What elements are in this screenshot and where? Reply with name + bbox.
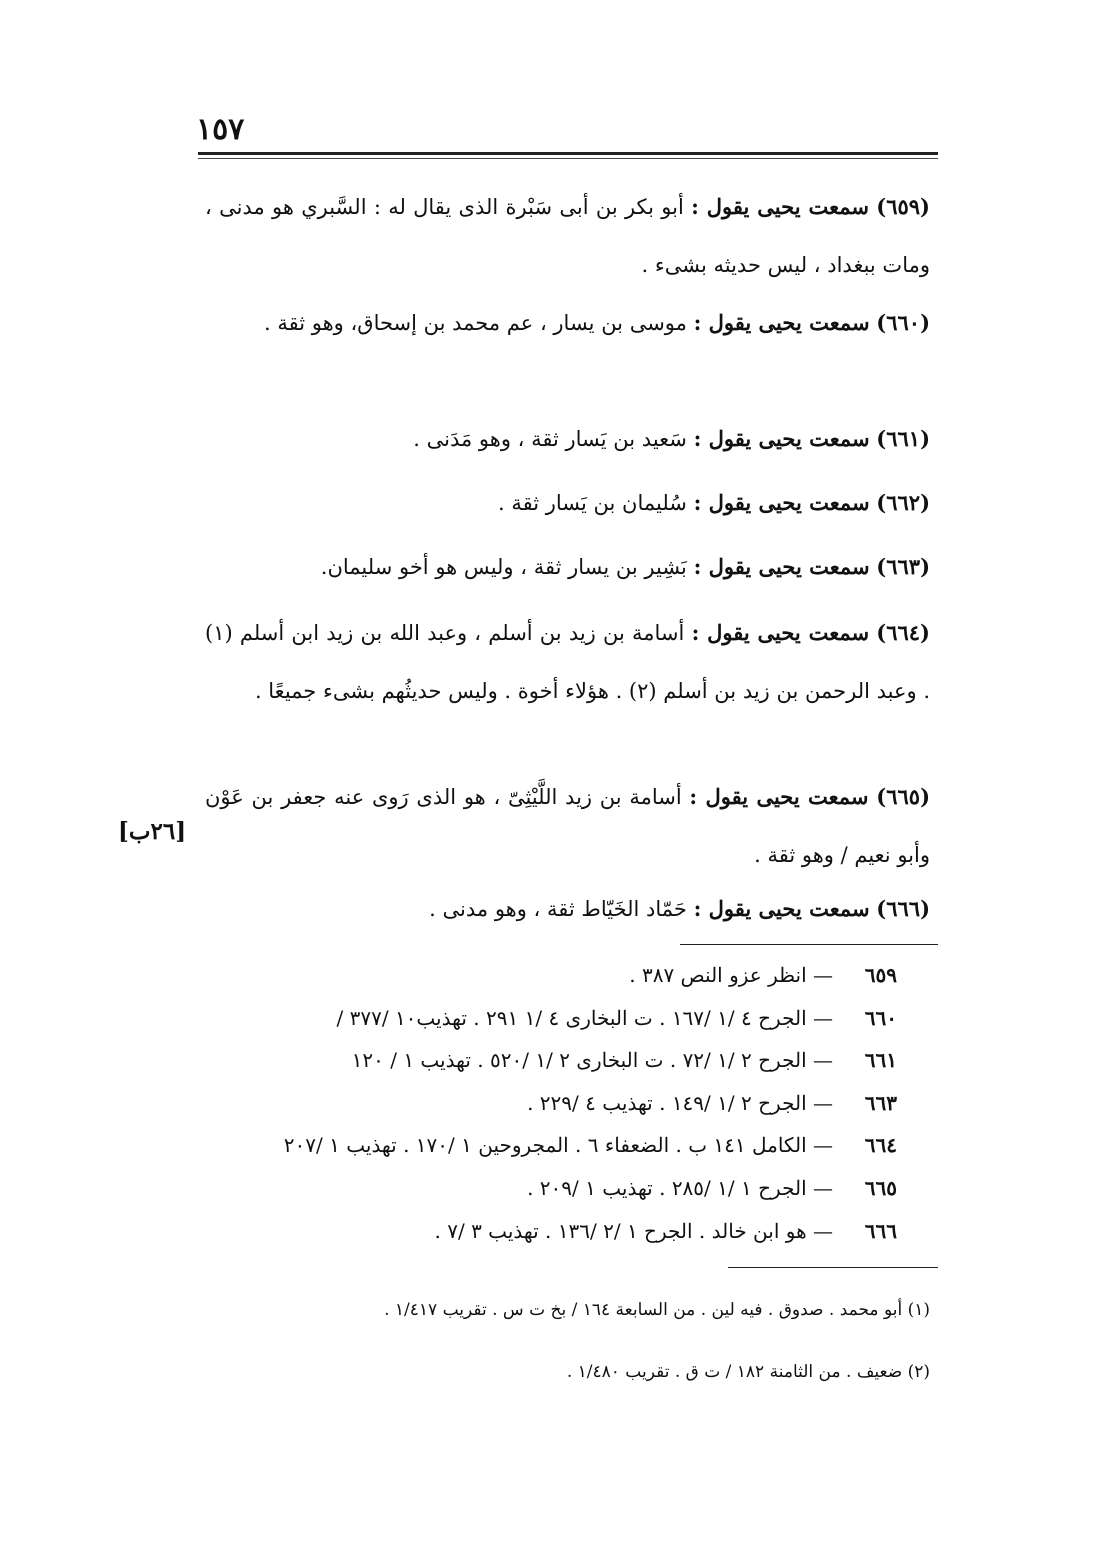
source-text: — الجرح ٢ /١ /٧٢ . ت البخارى ٢ /١ /٥٢٠ . تهذيب ١ / ١٢٠ xyxy=(351,1048,833,1072)
entry-661 xyxy=(205,410,930,468)
source-line xyxy=(205,1043,897,1077)
source-number: ٦٦٥ xyxy=(864,1176,897,1200)
source-line xyxy=(205,1171,897,1205)
folio-margin-note: [٢٦ب] xyxy=(118,818,187,845)
entry-659 xyxy=(205,178,930,294)
entry-lead: سمعت يحيى يقول : xyxy=(693,896,870,921)
footnotes-rule xyxy=(728,1267,938,1268)
entry-lead: سمعت يحيى يقول : xyxy=(693,310,870,335)
entry-663 xyxy=(205,538,930,596)
entry-number: (٦٦٦) xyxy=(876,896,930,921)
entry-665 xyxy=(205,768,930,884)
entry-text: حَمّاد الخَيّاط ثقة ، وهو مدنى . xyxy=(429,897,687,921)
source-number: ٦٦٠ xyxy=(864,1006,897,1030)
source-line xyxy=(205,1128,897,1162)
entry-text: أسامة بن زيد بن أسلم ، وعبد الله بن زيد ابن أسلم (١) . وعبد الرحمن بن زيد بن أسلم (٢) . هؤلاء أخوة . وليس حديثُهم بشىء جميعًا . xyxy=(205,621,930,703)
header-rule xyxy=(198,152,938,155)
source-number: ٦٥٩ xyxy=(864,963,897,987)
source-text: — هو ابن خالد . الجرح ١ /٢ /١٣٦ . تهذيب ٣ /٧ . xyxy=(434,1219,833,1243)
entry-lead: سمعت يحيى يقول : xyxy=(693,554,870,579)
entry-662 xyxy=(205,474,930,532)
sources-rule xyxy=(680,944,938,945)
entry-666 xyxy=(205,880,930,938)
source-line xyxy=(205,958,897,992)
entry-text: أبو بكر بن أبى سَبْرة الذى يقال له : السَّبري هو مدنى ، ومات ببغداد ، ليس حديثه بشىء . xyxy=(205,195,930,277)
source-text: — انظر عزو النص ٣٨٧ . xyxy=(629,963,833,987)
entry-number: (٦٦٥) xyxy=(876,784,930,809)
entry-text: بَشِير بن يسار ثقة ، وليس هو أخو سليمان. xyxy=(320,555,687,579)
entry-lead: سمعت يحيى يقول : xyxy=(691,620,870,645)
source-number: ٦٦٣ xyxy=(864,1091,897,1115)
source-text: — الجرح ١ /١ /٢٨٥ . تهذيب ١ /٢٠٩ . xyxy=(527,1176,833,1200)
header-rule-thin xyxy=(198,158,938,159)
source-line xyxy=(205,1214,897,1248)
entry-lead: سمعت يحيى يقول : xyxy=(691,194,869,219)
entry-text: سَعيد بن يَسار ثقة ، وهو مَدَنى . xyxy=(413,427,687,451)
source-line xyxy=(205,1001,897,1035)
entry-number: (٦٦٣) xyxy=(876,554,930,579)
footnote-1: (١) أبو محمد . صدوق . فيه لين . من السابعة ١٦٤ / بخ ت س . تقريب ١/٤١٧ . xyxy=(384,1300,930,1320)
page-number: ١٥٧ xyxy=(196,112,245,147)
entry-text: موسى بن يسار ، عم محمد بن إسحاق، وهو ثقة . xyxy=(264,311,687,335)
footnote-2: (٢) ضعيف . من الثامنة ١٨٢ / ت ق . تقريب ١/٤٨٠ . xyxy=(566,1362,930,1382)
source-text: — الجرح ٤ /١ /١٦٧ . ت البخارى ٤ /١ ٢٩١ . تهذيب١٠ /٣٧٧ / xyxy=(336,1006,833,1030)
source-number: ٦٦٦ xyxy=(864,1219,897,1243)
entry-text: سُليمان بن يَسار ثقة . xyxy=(498,491,687,515)
source-line xyxy=(205,1086,897,1120)
entry-text: أسامة بن زيد اللَّيْثِىّ ، هو الذى رَوى عنه جعفر بن عَوْن وأبو نعيم / وهو ثقة . xyxy=(205,785,930,867)
source-text: — الكامل ١٤١ ب . الضعفاء ٦ . المجروحين ١ /١٧٠ . تهذيب ١ /٢٠٧ xyxy=(283,1133,833,1157)
entry-number: (٦٦٤) xyxy=(876,620,930,645)
entry-number: (٦٥٩) xyxy=(876,194,930,219)
source-number: ٦٦٤ xyxy=(864,1133,897,1157)
entry-lead: سمعت يحيى يقول : xyxy=(689,784,869,809)
entry-number: (٦٦١) xyxy=(876,426,930,451)
source-number: ٦٦١ xyxy=(864,1048,897,1072)
source-text: — الجرح ٢ /١ /١٤٩ . تهذيب ٤ /٢٢٩ . xyxy=(527,1091,833,1115)
entry-lead: سمعت يحيى يقول : xyxy=(693,490,870,515)
entry-number: (٦٦٢) xyxy=(876,490,930,515)
entry-664 xyxy=(205,604,930,720)
entry-number: (٦٦٠) xyxy=(876,310,930,335)
entry-lead: سمعت يحيى يقول : xyxy=(693,426,870,451)
entry-660 xyxy=(205,294,930,352)
